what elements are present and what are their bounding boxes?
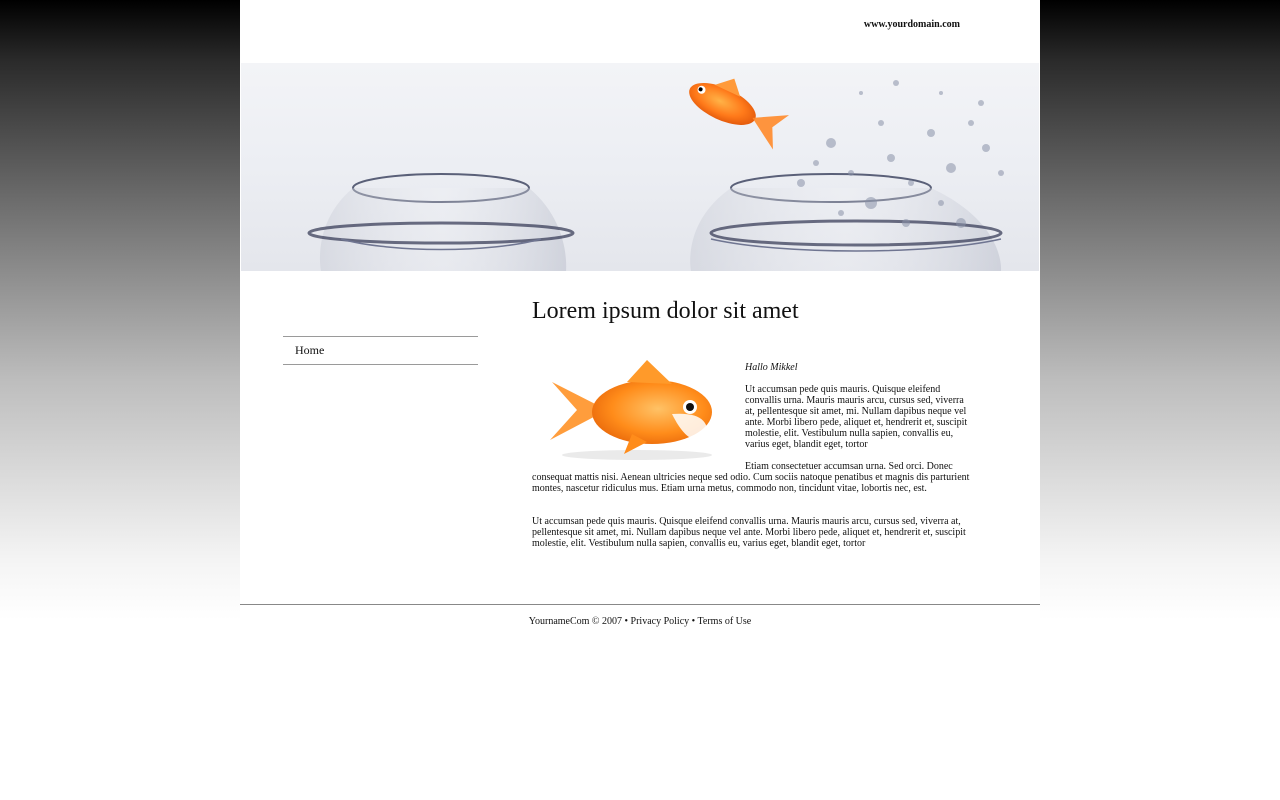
left-fishbowl (309, 174, 573, 271)
sidebar-item-home[interactable]: Home (283, 336, 478, 365)
header-banner-image (241, 63, 1039, 271)
paragraph-1: Ut accumsan pede quis mauris. Quisque eleifend convallis urna. Mauris mauris arcu, cursus sed, viverra at, pellentesque sit amet, mi. Nullam dapibus neque vel ante. Morbi libero pede, aliquet et, hendrerit et, suscipit molestie, elit. Vestibulum nulla sapien, convallis eu, varius eget, blandit eget, tortor (745, 384, 968, 450)
banner-illustration (241, 63, 1039, 271)
paragraph-2: Etiam consectetuer accumsan urna. Sed orci. Donec consequat mattis nisi. Aenean ultricies neque sed odio. Cum sociis natoque penatibus et magnis dis parturient montes, nascetur ridiculus mus. Etiam urna metus, commodo non, tincidunt vitae, lobortis nec, est. (532, 461, 970, 494)
page-title: Lorem ipsum dolor sit amet (532, 298, 799, 324)
footer-divider (240, 604, 1040, 605)
paragraph-3: Ut accumsan pede quis mauris. Quisque eleifend convallis urna. Mauris mauris arcu, cursus sed, viverra at, pellentesque sit amet, mi. Nullam dapibus neque vel ante. Morbi libero pede, aliquet et, hendrerit et, suscipit molestie, elit. Vestibulum nulla sapien, convallis eu, varius eget, blandit eget, tortor (532, 516, 966, 549)
goldfish-image (532, 352, 737, 462)
domain-text: www.yourdomain.com (863, 19, 960, 30)
page-container (240, 0, 1040, 800)
greeting-text: Hallo Mikkel (745, 362, 798, 373)
privacy-policy-link[interactable]: Privacy Policy (630, 616, 690, 627)
header (240, 0, 1040, 62)
copyright-text: YournameCom © 2007 • (528, 616, 629, 627)
footer (240, 616, 1040, 627)
right-fishbowl (690, 174, 1001, 271)
footer-separator: • (691, 616, 696, 627)
jumping-goldfish (681, 63, 793, 149)
terms-of-use-link[interactable]: Terms of Use (697, 616, 752, 627)
sidebar-nav (283, 336, 478, 365)
main-content (532, 296, 972, 549)
